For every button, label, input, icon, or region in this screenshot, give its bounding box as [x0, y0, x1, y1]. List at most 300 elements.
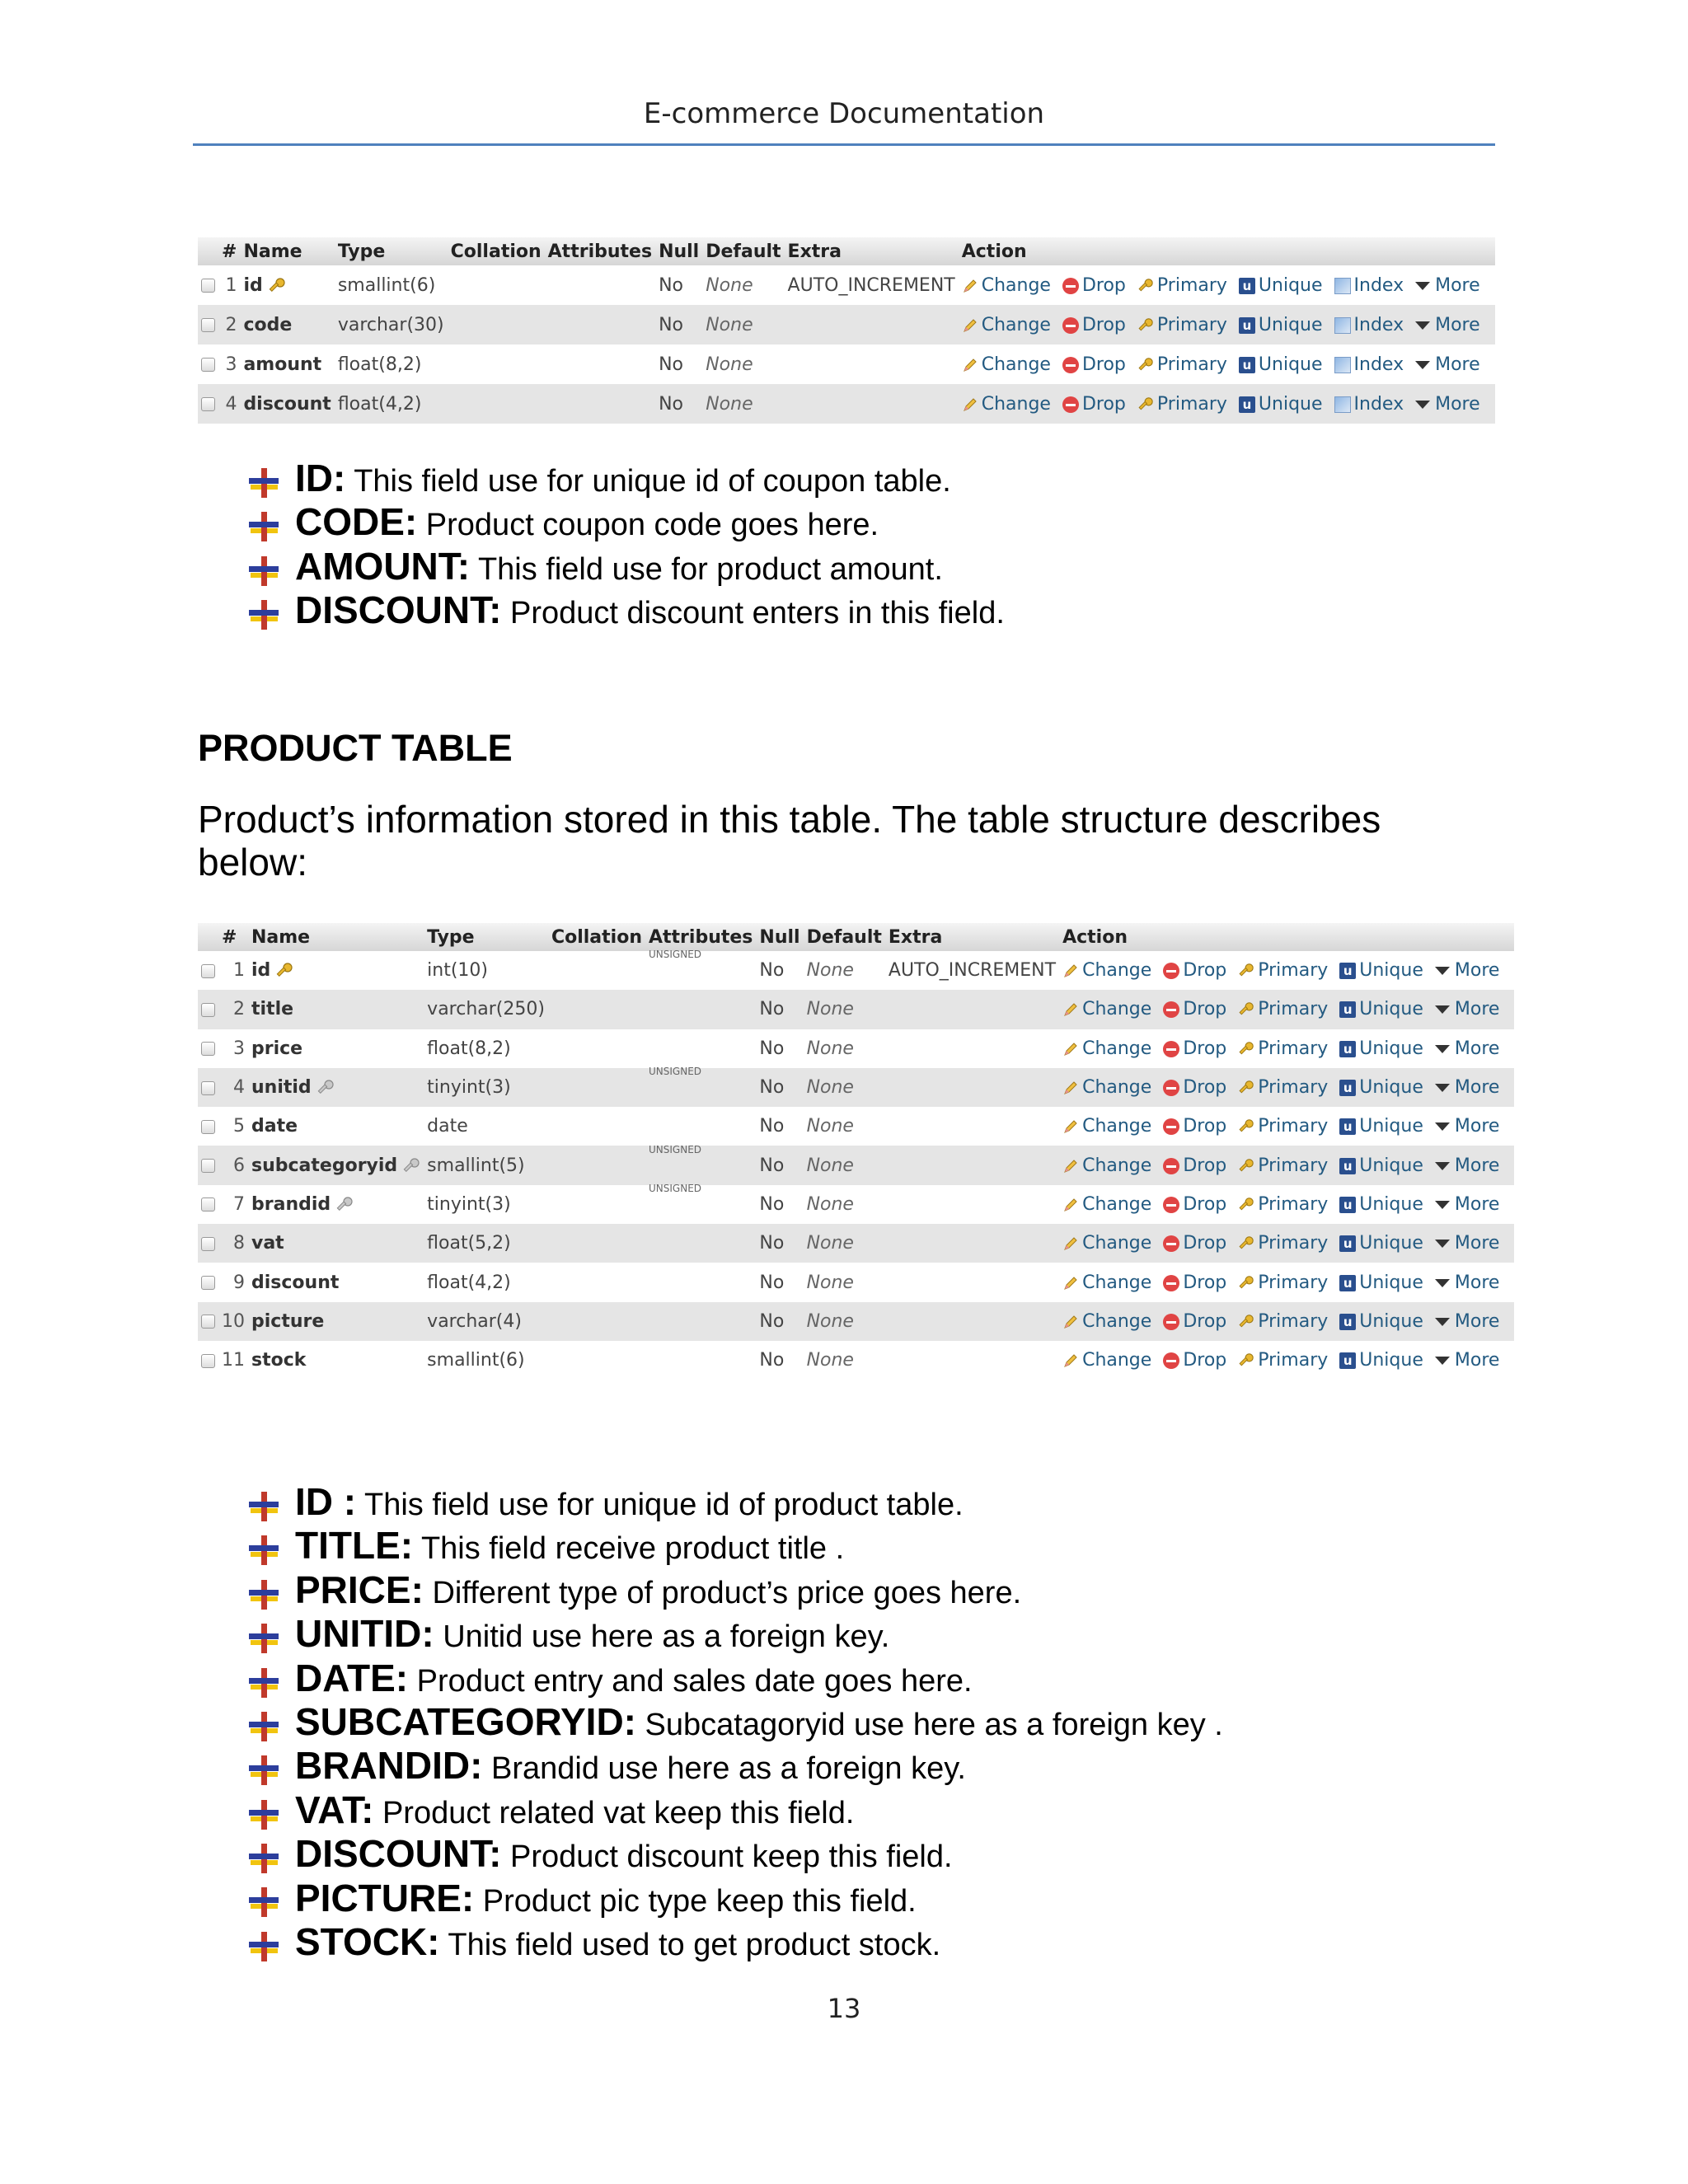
list-item [247, 1524, 1223, 1568]
column-header-name[interactable]: Name [240, 237, 334, 265]
table-row [198, 265, 1495, 305]
action-label: Unique [1359, 960, 1423, 982]
field-extra: AUTO_INCREMENT [885, 951, 1059, 990]
row-number: 5 [218, 1107, 248, 1146]
unique-action-button[interactable] [1339, 1194, 1423, 1215]
more-action-button[interactable] [1415, 275, 1480, 296]
pencil-icon [962, 317, 978, 334]
more-action-button[interactable] [1415, 315, 1480, 335]
field-description: Product pic type keep this field. [474, 1883, 917, 1919]
field-collation [548, 1029, 645, 1068]
field-null: No [756, 1302, 803, 1341]
primary-action-button[interactable] [1238, 1311, 1328, 1332]
unique-icon: u [1339, 1197, 1356, 1213]
row-checkbox[interactable] [201, 358, 215, 372]
column-header-attributes[interactable]: Attributes [545, 237, 655, 265]
change-action-button[interactable] [1062, 1350, 1151, 1371]
more-action-button[interactable] [1435, 1194, 1500, 1215]
plus-bullet-icon [247, 1490, 280, 1523]
table-row [198, 1263, 1514, 1301]
field-description: Product coupon code goes here. [417, 508, 879, 543]
action-label: More [1454, 1077, 1500, 1099]
field-extra: AUTO_INCREMENT [785, 265, 959, 305]
drop-action-button[interactable] [1163, 1155, 1226, 1176]
column-header-collation[interactable]: Collation [448, 237, 545, 265]
action-label: Primary [1258, 1077, 1329, 1099]
more-action-button[interactable] [1435, 1311, 1500, 1332]
action-label: More [1454, 999, 1500, 1020]
unique-action-button[interactable] [1339, 1155, 1423, 1176]
field-attributes-cell [645, 1107, 756, 1146]
unique-icon: u [1339, 1275, 1356, 1291]
unique-action-button[interactable] [1239, 394, 1323, 415]
field-type: date [424, 1107, 548, 1146]
column-header-default[interactable]: Default [702, 237, 784, 265]
change-action-button[interactable] [1062, 1116, 1151, 1137]
action-label: Index [1353, 393, 1404, 415]
field-name: id [251, 960, 271, 982]
change-action-button[interactable] [1062, 1038, 1151, 1059]
field-extra [885, 1185, 1059, 1224]
field-extra [885, 1302, 1059, 1341]
field-collation [548, 1068, 645, 1107]
coupon-table-header-row [198, 237, 1495, 265]
primary-action-button[interactable] [1137, 354, 1227, 375]
more-action-button[interactable] [1435, 999, 1500, 1019]
field-null: No [756, 990, 803, 1029]
more-action-button[interactable] [1435, 960, 1500, 981]
row-checkbox[interactable] [201, 1120, 215, 1134]
change-action-button[interactable] [1062, 1194, 1151, 1215]
index-action-button[interactable] [1334, 354, 1404, 375]
field-type: smallint(6) [335, 265, 448, 305]
drop-action-button[interactable] [1163, 1311, 1226, 1332]
index-action-button[interactable] [1334, 394, 1404, 415]
list-item [247, 545, 1005, 588]
select-column-header [198, 923, 218, 951]
plus-bullet-icon [247, 466, 280, 499]
more-action-button[interactable] [1435, 1233, 1500, 1254]
row-number: 7 [218, 1185, 248, 1224]
list-item [247, 1877, 1223, 1920]
primary-action-button[interactable] [1238, 1077, 1328, 1098]
row-number: 1 [218, 265, 240, 305]
unique-action-button[interactable] [1239, 354, 1323, 375]
column-header-extra[interactable]: Extra [885, 923, 1059, 951]
plus-bullet-icon [247, 555, 280, 588]
primary-action-button[interactable] [1238, 1233, 1328, 1254]
field-term: PRICE: [295, 1568, 424, 1611]
field-name: unitid [251, 1077, 312, 1099]
row-number: 3 [218, 1029, 248, 1068]
index-action-button[interactable] [1334, 275, 1404, 296]
action-label: Change [1082, 1038, 1152, 1059]
primary-action-button[interactable] [1137, 394, 1227, 415]
drop-action-button[interactable] [1163, 1116, 1226, 1137]
drop-icon [1062, 317, 1079, 334]
drop-icon [1163, 1352, 1179, 1369]
pencil-icon [1062, 1080, 1079, 1096]
index-icon [1334, 278, 1351, 294]
unique-action-button[interactable] [1339, 999, 1423, 1019]
row-checkbox[interactable] [201, 964, 215, 978]
action-label: Unique [1359, 1350, 1423, 1371]
unique-action-button[interactable] [1239, 275, 1323, 296]
field-extra [885, 1029, 1059, 1068]
key-icon [1238, 963, 1254, 979]
field-term: TITLE: [295, 1524, 414, 1568]
primary-action-button[interactable] [1238, 960, 1328, 981]
field-name-cell [248, 1029, 424, 1068]
change-action-button[interactable] [962, 315, 1051, 335]
field-default: None [804, 1341, 885, 1380]
action-label: Change [1082, 1077, 1152, 1099]
action-label: Index [1353, 354, 1404, 375]
unique-icon: u [1239, 278, 1255, 294]
drop-action-button[interactable] [1163, 1077, 1226, 1098]
more-action-button[interactable] [1435, 1272, 1500, 1293]
primary-action-button[interactable] [1238, 999, 1328, 1019]
field-extra [885, 1224, 1059, 1263]
row-number: 6 [218, 1146, 248, 1184]
more-action-button[interactable] [1435, 1155, 1500, 1176]
pencil-icon [1062, 1352, 1079, 1369]
action-label: More [1454, 960, 1500, 982]
field-term: AMOUNT: [295, 544, 471, 588]
row-checkbox[interactable] [201, 1159, 215, 1173]
action-label: More [1454, 1310, 1500, 1332]
field-description: Different type of product’s price goes here. [423, 1575, 1022, 1610]
field-actions [959, 305, 1495, 344]
field-null: No [756, 1341, 803, 1380]
primary-action-button[interactable] [1238, 1350, 1328, 1371]
column-header-action[interactable]: Action [959, 237, 1495, 265]
action-label: Change [981, 274, 1051, 296]
field-collation [548, 1185, 645, 1224]
row-number: 9 [218, 1263, 248, 1301]
page-number: 13 [827, 1993, 861, 2024]
field-type: float(8,2) [424, 1029, 548, 1068]
field-actions [1059, 1302, 1514, 1341]
table-row [198, 1029, 1514, 1068]
row-number: 1 [218, 951, 248, 990]
action-label: Drop [1081, 393, 1126, 415]
action-label: More [1454, 1193, 1500, 1215]
row-checkbox[interactable] [201, 1003, 215, 1017]
change-action-button[interactable] [1062, 1311, 1151, 1332]
pencil-icon [1062, 963, 1079, 979]
more-action-button[interactable] [1435, 1116, 1500, 1137]
row-checkbox[interactable] [201, 1197, 215, 1212]
unique-icon: u [1339, 1158, 1356, 1174]
more-action-button[interactable] [1415, 394, 1480, 415]
foreign-key-icon [316, 1079, 335, 1097]
change-action-button[interactable] [962, 275, 1051, 296]
field-null: No [756, 1263, 803, 1301]
more-action-button[interactable] [1435, 1038, 1500, 1059]
action-label: Change [1082, 1272, 1152, 1293]
field-null: No [756, 1224, 803, 1263]
row-checkbox[interactable] [201, 279, 215, 293]
action-label: Index [1353, 274, 1404, 296]
action-label: Unique [1359, 999, 1423, 1020]
unique-icon: u [1339, 1352, 1356, 1369]
drop-action-button[interactable] [1062, 315, 1126, 335]
chevron-down-icon [1435, 1240, 1450, 1248]
field-collation [548, 1302, 645, 1341]
field-name: date [251, 1116, 298, 1137]
list-item [247, 1612, 1223, 1656]
action-label: Drop [1183, 1233, 1227, 1254]
row-checkbox[interactable] [201, 318, 215, 332]
field-default: None [804, 1185, 885, 1224]
pencil-icon [1062, 1158, 1079, 1174]
field-collation [448, 265, 545, 305]
action-label: Primary [1258, 1116, 1329, 1137]
field-name-cell [248, 1302, 424, 1341]
field-collation [548, 1107, 645, 1146]
column-header-number[interactable]: # [218, 923, 248, 951]
plus-bullet-icon [247, 1886, 280, 1919]
unique-action-button[interactable] [1339, 1077, 1423, 1098]
column-header-collation[interactable]: Collation [548, 923, 645, 951]
field-description: Product discount enters in this field. [501, 595, 1005, 630]
row-checkbox[interactable] [201, 397, 215, 411]
unique-action-button[interactable] [1239, 315, 1323, 335]
field-collation [548, 1224, 645, 1263]
unique-action-button[interactable] [1339, 1272, 1423, 1293]
field-type: float(5,2) [424, 1224, 548, 1263]
action-label: Primary [1258, 960, 1329, 982]
index-action-button[interactable] [1334, 315, 1404, 335]
table-row [198, 384, 1495, 424]
field-default: None [804, 1107, 885, 1146]
change-action-button[interactable] [1062, 999, 1151, 1019]
action-label: Unique [1258, 393, 1323, 415]
unique-icon: u [1339, 1235, 1356, 1252]
key-icon [1238, 1118, 1254, 1135]
drop-action-button[interactable] [1163, 1194, 1226, 1215]
field-attributes-cell [645, 1341, 756, 1380]
field-attributes: UNSIGNED [649, 949, 702, 961]
field-collation [548, 990, 645, 1029]
field-name: amount [243, 354, 322, 375]
action-label: Unique [1359, 1310, 1423, 1332]
field-actions [1059, 1146, 1514, 1184]
change-action-button[interactable] [962, 394, 1051, 415]
primary-action-button[interactable] [1238, 1038, 1328, 1059]
column-header-type[interactable]: Type [424, 923, 548, 951]
field-description: Brandid use here as a foreign key. [482, 1751, 966, 1787]
table-row [198, 305, 1495, 344]
field-name-cell [248, 990, 424, 1029]
unique-action-button[interactable] [1339, 1311, 1423, 1332]
drop-icon [1163, 1314, 1179, 1330]
action-label: Unique [1359, 1272, 1423, 1293]
drop-action-button[interactable] [1163, 1233, 1226, 1254]
column-header-null[interactable]: Null [756, 923, 803, 951]
field-name: brandid [251, 1193, 331, 1215]
field-name-cell [240, 305, 334, 344]
table-row [198, 1068, 1514, 1107]
more-action-button[interactable] [1415, 354, 1480, 375]
column-header-type[interactable]: Type [335, 237, 448, 265]
field-name: discount [251, 1272, 340, 1293]
more-action-button[interactable] [1435, 1350, 1500, 1371]
primary-action-button[interactable] [1137, 315, 1227, 335]
drop-action-button[interactable] [1163, 1350, 1226, 1371]
field-description: This field use for unique id of product table. [356, 1488, 964, 1522]
drop-icon [1163, 1118, 1179, 1135]
field-null: No [655, 344, 702, 384]
change-action-button[interactable] [1062, 1233, 1151, 1254]
unique-action-button[interactable] [1339, 1038, 1423, 1059]
field-term: DISCOUNT: [295, 1832, 502, 1876]
column-header-attributes[interactable]: Attributes [645, 923, 756, 951]
action-label: Drop [1183, 1350, 1227, 1371]
action-label: Unique [1359, 1233, 1423, 1254]
field-name: id [243, 274, 263, 296]
list-item [247, 1480, 1223, 1524]
action-label: Primary [1156, 274, 1227, 296]
field-actions [1059, 1068, 1514, 1107]
action-label: More [1454, 1272, 1500, 1293]
column-header-name[interactable]: Name [248, 923, 424, 951]
field-extra [885, 1146, 1059, 1184]
action-label: Drop [1183, 999, 1227, 1020]
action-label: Unique [1258, 274, 1323, 296]
list-item [247, 1832, 1223, 1876]
chevron-down-icon [1435, 1357, 1450, 1365]
product-table-header-row [198, 923, 1514, 951]
pencil-icon [1062, 1235, 1079, 1252]
field-name-cell [240, 344, 334, 384]
field-name: discount [243, 393, 331, 415]
field-extra [785, 384, 959, 424]
field-term: DISCOUNT: [295, 588, 502, 631]
field-extra [885, 1263, 1059, 1301]
row-checkbox[interactable] [201, 1276, 215, 1290]
field-type: float(4,2) [424, 1263, 548, 1301]
chevron-down-icon [1415, 361, 1430, 369]
unique-action-button[interactable] [1339, 960, 1423, 981]
primary-action-button[interactable] [1238, 1194, 1328, 1215]
field-name-cell [248, 1185, 424, 1224]
field-type: float(4,2) [335, 384, 448, 424]
unique-action-button[interactable] [1339, 1350, 1423, 1371]
drop-action-button[interactable] [1062, 354, 1126, 375]
drop-action-button[interactable] [1163, 1272, 1226, 1293]
change-action-button[interactable] [1062, 1077, 1151, 1098]
action-label: Primary [1258, 1155, 1329, 1176]
action-label: Unique [1359, 1116, 1423, 1137]
field-null: No [756, 1068, 803, 1107]
row-number: 10 [218, 1302, 248, 1341]
action-label: Change [981, 354, 1051, 375]
field-name: subcategoryid [251, 1155, 398, 1176]
action-label: More [1454, 1038, 1500, 1059]
pencil-icon [1062, 1314, 1079, 1330]
select-column-header [198, 237, 218, 265]
field-extra [885, 1341, 1059, 1380]
field-null: No [655, 384, 702, 424]
unique-icon: u [1339, 1118, 1356, 1135]
field-attributes-cell [545, 344, 655, 384]
row-checkbox[interactable] [201, 1237, 215, 1251]
plus-bullet-icon [247, 1666, 280, 1699]
drop-action-button[interactable] [1163, 1038, 1226, 1059]
action-label: Drop [1183, 960, 1227, 982]
primary-action-button[interactable] [1238, 1155, 1328, 1176]
drop-action-button[interactable] [1163, 999, 1226, 1019]
row-number: 11 [218, 1341, 248, 1380]
field-attributes-cell [545, 305, 655, 344]
change-action-button[interactable] [1062, 960, 1151, 981]
field-actions [1059, 1263, 1514, 1301]
field-extra [785, 344, 959, 384]
row-checkbox[interactable] [201, 1042, 215, 1056]
column-header-default[interactable]: Default [804, 923, 885, 951]
list-item [247, 1700, 1223, 1744]
plus-bullet-icon [247, 1930, 280, 1963]
key-icon [1238, 1235, 1254, 1252]
primary-action-button[interactable] [1137, 275, 1227, 296]
chevron-down-icon [1435, 1162, 1450, 1170]
foreign-key-icon [335, 1196, 354, 1214]
drop-action-button[interactable] [1163, 960, 1226, 981]
row-checkbox[interactable] [201, 1315, 215, 1329]
column-header-action[interactable]: Action [1059, 923, 1514, 951]
column-header-number[interactable]: # [218, 237, 240, 265]
field-default: None [804, 1029, 885, 1068]
field-description: This field use for product amount. [470, 551, 943, 587]
drop-action-button[interactable] [1062, 394, 1126, 415]
column-header-extra[interactable]: Extra [785, 237, 959, 265]
field-collation [448, 344, 545, 384]
field-attributes-cell [645, 1263, 756, 1301]
change-action-button[interactable] [1062, 1272, 1151, 1293]
change-action-button[interactable] [1062, 1155, 1151, 1176]
field-name-cell [240, 384, 334, 424]
field-default: None [702, 384, 784, 424]
primary-action-button[interactable] [1238, 1272, 1328, 1293]
table-row [198, 990, 1514, 1029]
field-extra [785, 305, 959, 344]
action-label: Change [1082, 1116, 1152, 1137]
column-header-null[interactable]: Null [655, 237, 702, 265]
action-label: Drop [1183, 1193, 1227, 1215]
row-checkbox[interactable] [201, 1081, 215, 1095]
field-name: vat [251, 1233, 284, 1254]
plus-bullet-icon [247, 1622, 280, 1655]
pencil-icon [1062, 1118, 1079, 1135]
key-icon [1238, 1275, 1254, 1291]
field-null: No [756, 951, 803, 990]
row-checkbox[interactable] [201, 1354, 215, 1368]
field-extra [885, 1107, 1059, 1146]
change-action-button[interactable] [962, 354, 1051, 375]
drop-action-button[interactable] [1062, 275, 1126, 296]
unique-action-button[interactable] [1339, 1116, 1423, 1137]
more-action-button[interactable] [1435, 1077, 1500, 1098]
field-default: None [804, 990, 885, 1029]
field-type: smallint(5) [424, 1146, 548, 1184]
plus-bullet-icon [247, 1798, 280, 1831]
primary-action-button[interactable] [1238, 1116, 1328, 1137]
unique-action-button[interactable] [1339, 1233, 1423, 1254]
field-extra [885, 990, 1059, 1029]
chevron-down-icon [1435, 967, 1450, 975]
